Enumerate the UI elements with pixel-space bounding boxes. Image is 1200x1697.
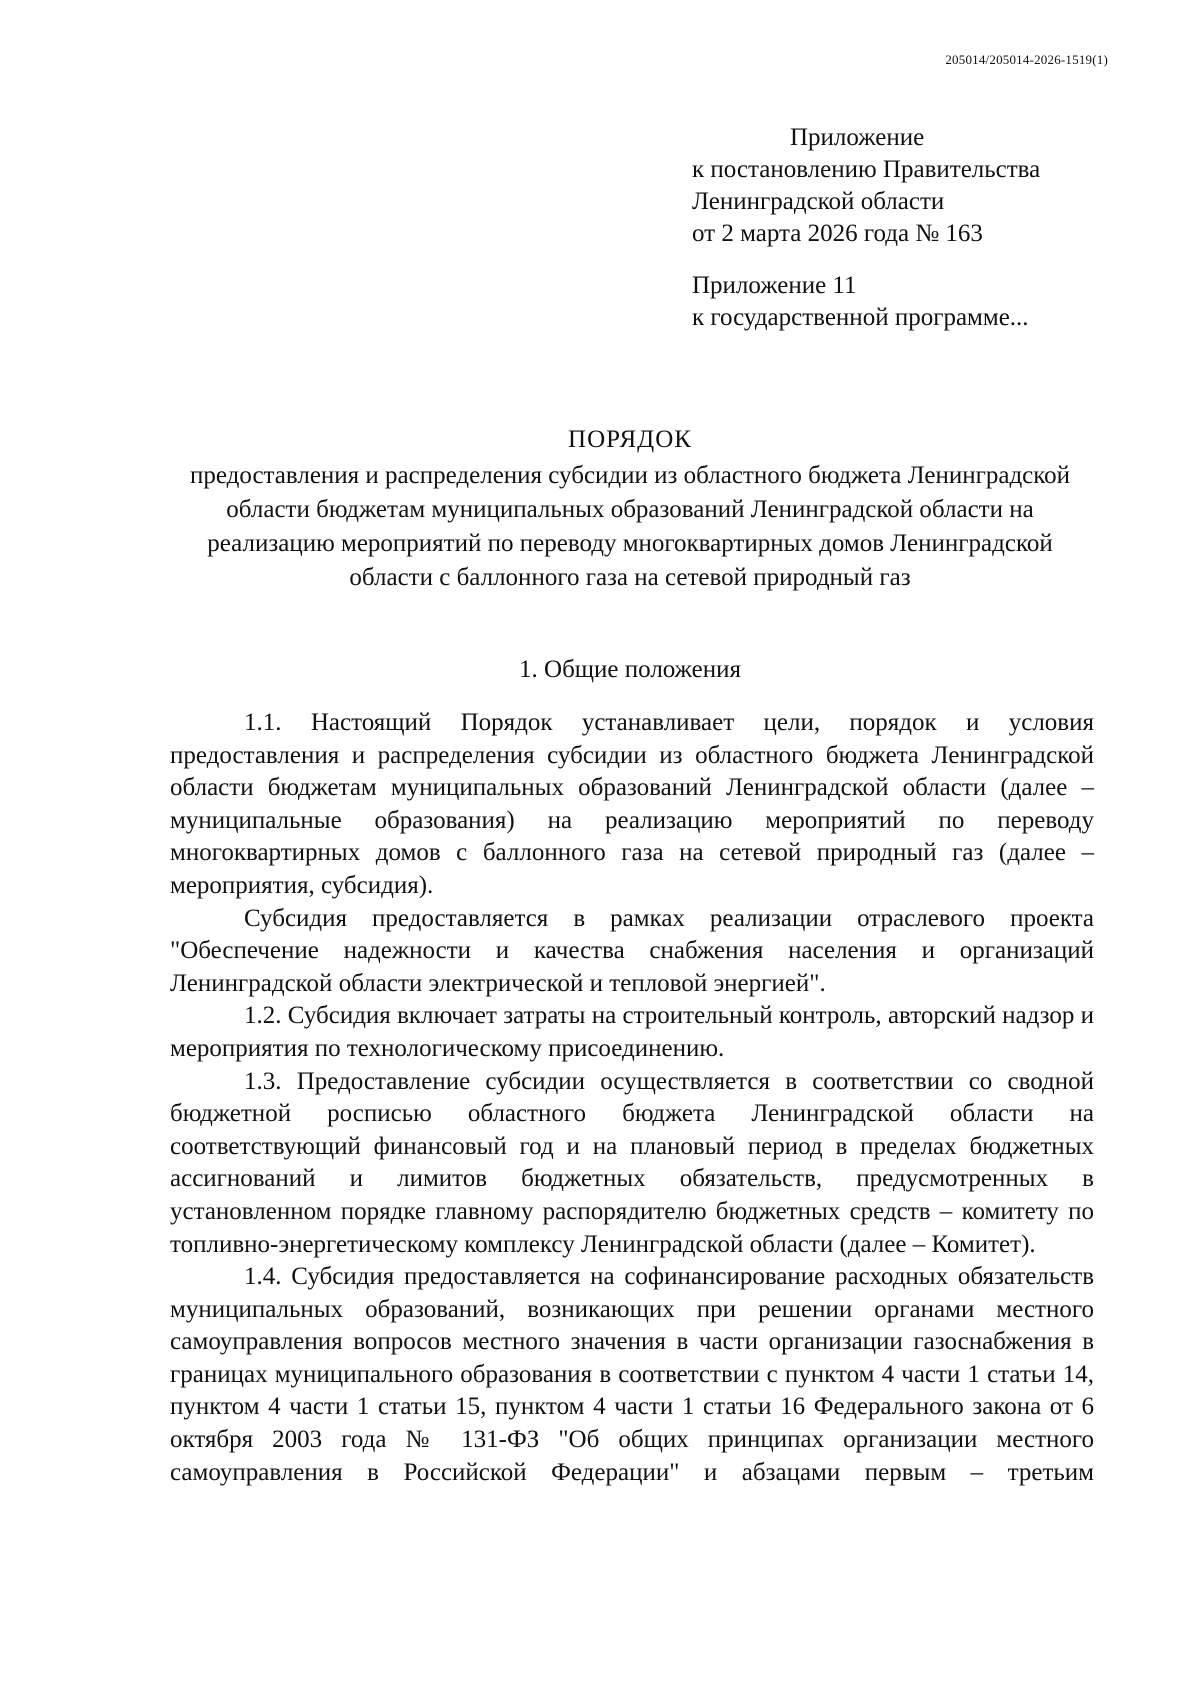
paragraph-1-1: 1.1. Настоящий Порядок устанавливает цели, порядок и условия предоставления и распределения субсидии из областного бюджета Ленинградской области бюджетам муниципальных образований Ленинградской области (далее – муниципальные образования) на реализацию мероприятий по переводу многоквартирных домов с баллонного газа на сетевой природный газ (далее – мероприятия, субсидия). [170,709,1094,899]
appendix-block [692,122,1132,334]
document-body [170,707,1094,1489]
document-title [170,423,1090,595]
appendix-resolution-line: к постановлению Правительства [692,156,1041,183]
paragraph-subsidy-project: Субсидия предоставляется в рамках реализации отраслевого проекта "Обеспечение надежности и качества снабжения населения и организаций Ленинградской области электрической и тепловой энергией". [170,904,1094,997]
paragraph-1-2: 1.2. Субсидия включает затраты на строительный контроль, авторский надзор и мероприятия по технологическому присоединению. [170,1002,1094,1062]
section-heading: 1. Общие положения [519,656,741,683]
document-id: 205014/205014-2026-1519(1) [945,52,1108,67]
appendix-program-line: к государственной программе... [692,304,1029,331]
appendix-gap [692,250,1132,270]
appendix-region-line: Ленинградской области [692,188,945,215]
appendix-label: Приложение [790,124,925,151]
paragraph-1-3: 1.3. Предоставление субсидии осуществляется в соответствии со сводной бюджетной росписью областного бюджета Ленинградской области на соответствующий финансовый год и на плановый период в пределах бюджетных ассигнований и лимитов бюджетных обязательств, предусмотренных в установленном порядке главному распорядителю бюджетных средств – комитету по топливно-энергетическому комплексу Ленинградской области (далее – Комитет). [170,1067,1094,1258]
paragraph-1-4: 1.4. Субсидия предоставляется на софинансирование расходных обязательств муниципальных образований, возникающих при решении органами местного самоуправления вопросов местного значения в части организации газоснабжения в границах муниципального образования в соответствии с пунктом 4 части 1 статьи 14, пунктом 4 части 1 статьи 15, пунктом 4 части 1 статьи 16 Федерального закона от 6 октября 2003 года № 131-ФЗ "Об общих принципах организации местного самоуправления в Российской Федерации" и абзацами первым – третьим [170,1263,1094,1486]
appendix-date-line: от 2 марта 2026 года № 163 [692,220,983,247]
title-main: ПОРЯДОК [568,426,692,453]
title-subtitle: предоставления и распределения субсидии из областного бюджета Ленинградской области бюджетам муниципальных образований Ленинградской области на реализацию мероприятий по переводу многоквартирных домов Ленинградской области с баллонного газа на сетевой природный газ [189,462,1071,591]
appendix-number-line: Приложение 11 [692,272,857,299]
